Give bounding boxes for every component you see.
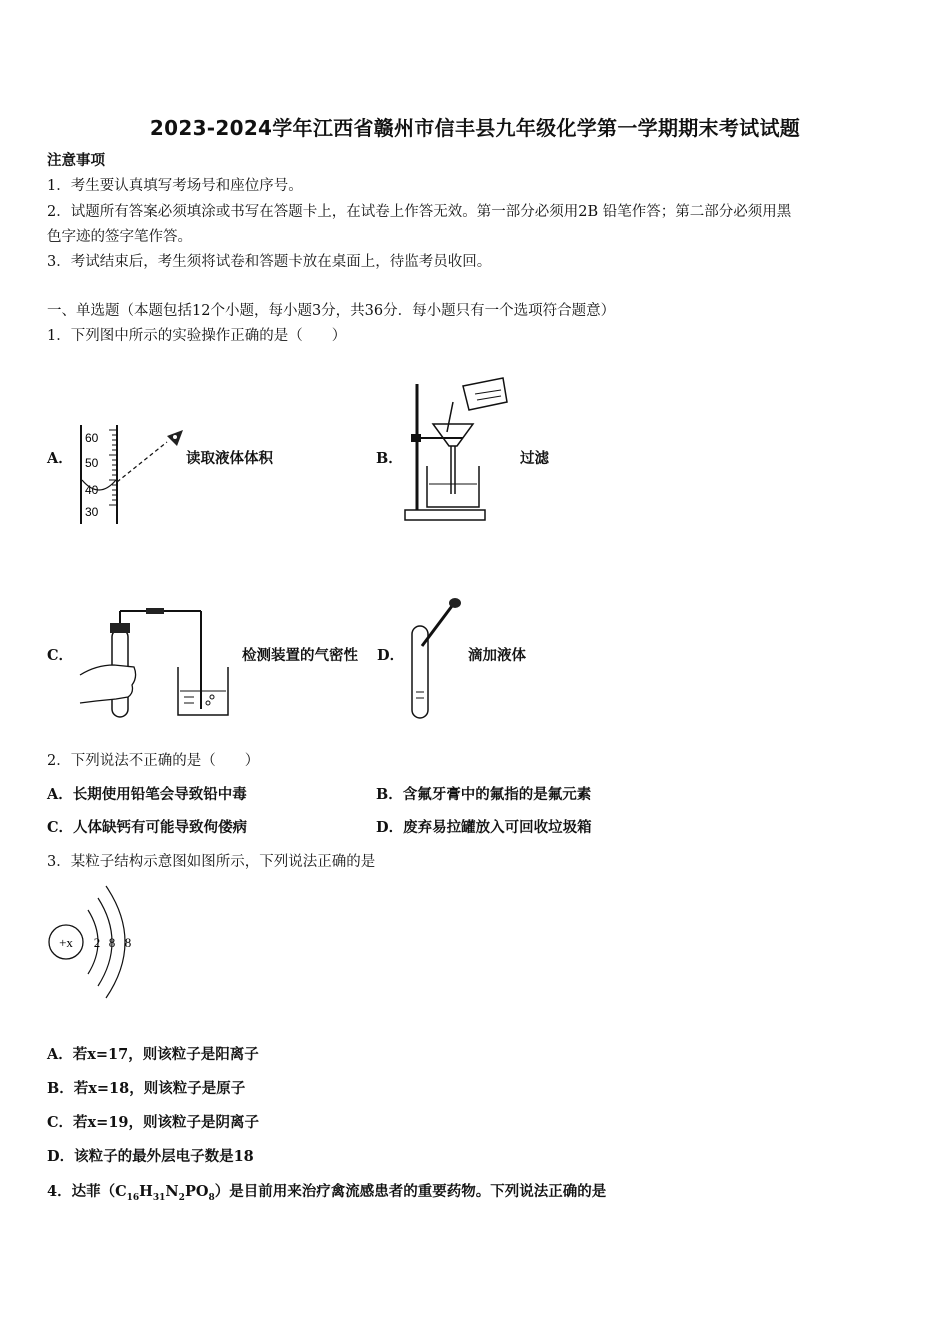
cylinder-mark: 50 (85, 456, 99, 470)
shell-electrons: 2 (93, 935, 101, 950)
particle-structure-diagram (44, 884, 144, 1000)
question-4-stem: 4．达菲$(C_{16}H_{31}N_2PO_8)$是目前用来治疗禽流感患者的重要药物。下列说法正确的是 (47, 1183, 607, 1203)
dropper-figure (400, 596, 470, 722)
page-title: 2023-2024学年江西省赣州市信丰县九年级化学第一学期期末考试试题 (149, 116, 801, 140)
shell-electrons: 8 (124, 935, 132, 950)
dropper-bulb-icon (449, 598, 461, 608)
filtration-figure (403, 372, 523, 524)
q2-option-c: C．人体缺钙有可能导致佝偻病 (47, 819, 248, 836)
q2-option-b: B．含氟牙膏中的氟指的是氟元素 (376, 786, 592, 803)
cylinder-mark: 40 (85, 483, 99, 497)
q1-option-a-caption: 读取液体体积 (186, 450, 273, 467)
q3-option-c: C．若x=19，则该粒子是阴离子 (47, 1114, 260, 1131)
q3-option-b: B．若x=18，则该粒子是原子 (47, 1080, 246, 1097)
q3-option-a: A．若x=17，则该粒子是阳离子 (47, 1046, 259, 1063)
q1-option-d-caption: 滴加液体 (468, 647, 526, 664)
q3-option-d: D．该粒子的最外层电子数是18 (47, 1148, 254, 1165)
question-1-stem: 1．下列图中所示的实验操作正确的是（ ） (47, 328, 347, 344)
q1-option-b-letter: B． (376, 450, 403, 467)
airtightness-figure (76, 605, 241, 720)
q2-option-d: D．废弃易拉罐放入可回收垃圾箱 (376, 819, 592, 836)
hand-icon (80, 665, 136, 703)
question-2-stem: 2．下列说法不正确的是（ ） (47, 753, 260, 769)
notice-item: 色字迹的签字笔作答。 (47, 229, 192, 245)
q1-option-a-letter: A． (47, 450, 73, 467)
q1-option-c-caption: 检测装置的气密性 (242, 647, 358, 664)
cylinder-mark: 30 (85, 505, 99, 519)
notice-item: 2．试题所有答案必须填涂或书写在答题卡上，在试卷上作答无效。第一部分必须用2B 铅笔作答；第二部分必须用黑 (47, 204, 792, 220)
q1-option-d-letter: D． (377, 647, 405, 664)
nucleus-charge: +x (59, 935, 73, 950)
shell-electrons: 8 (108, 935, 116, 950)
notice-item: 1．考生要认真填写考场号和座位序号。 (47, 178, 303, 194)
measuring-cylinder-figure (75, 420, 195, 530)
cylinder-mark: 60 (85, 431, 99, 445)
q2-option-a: A．长期使用铅笔会导致铅中毒 (47, 786, 247, 803)
q1-option-b-caption: 过滤 (520, 450, 549, 467)
section-heading: 一、单选题（本题包括12个小题，每小题3分，共36分．每小题只有一个选项符合题意） (47, 303, 616, 319)
notice-heading: 注意事项 (47, 152, 105, 169)
question-3-stem: 3．某粒子结构示意图如图所示，下列说法正确的是 (47, 854, 376, 870)
q1-option-c-letter: C． (47, 647, 74, 664)
notice-item: 3．考试结束后，考生须将试卷和答题卡放在桌面上，待监考员收回。 (47, 254, 492, 270)
